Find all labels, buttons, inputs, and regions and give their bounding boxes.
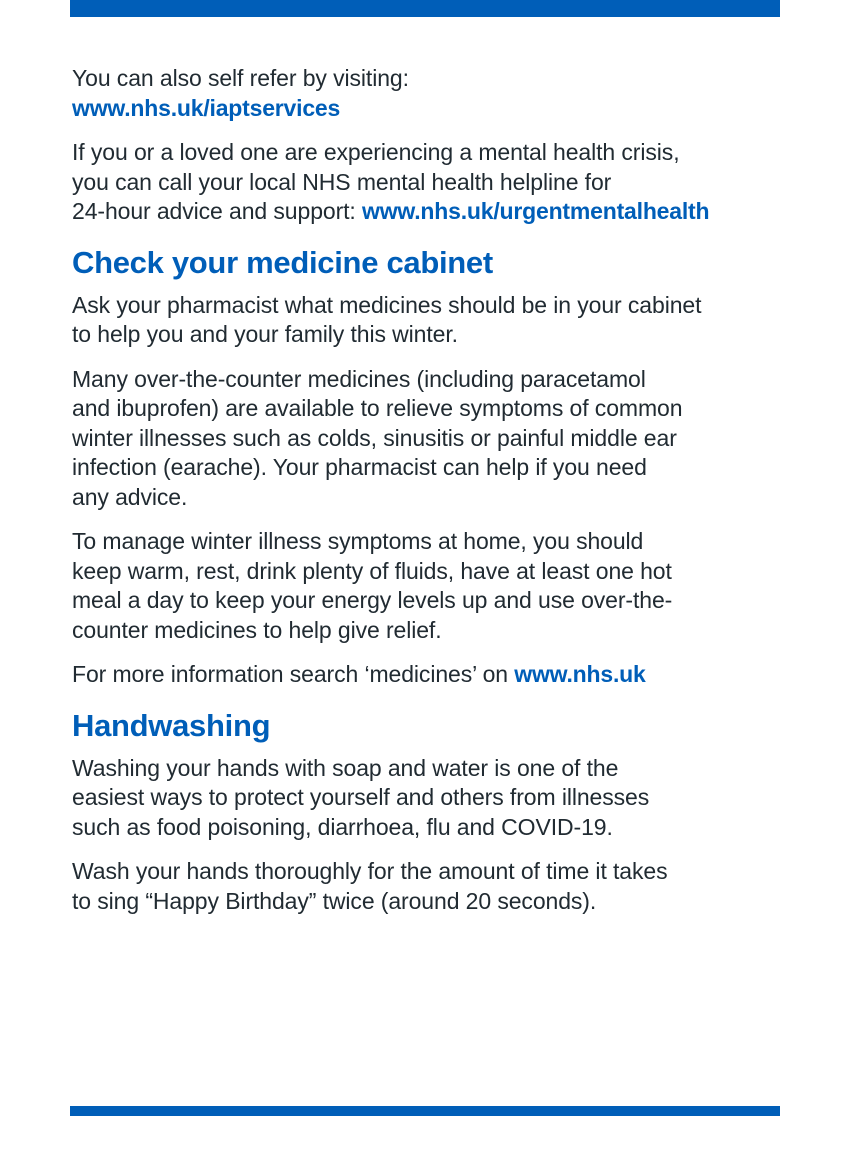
iapt-services-link[interactable]: www.nhs.uk/iaptservices bbox=[72, 94, 341, 121]
medicine-p2-line-1: Many over-the-counter medicines (including paracetamol bbox=[72, 365, 646, 392]
top-accent-bar bbox=[70, 0, 780, 17]
handwashing-heading: Handwashing bbox=[72, 707, 271, 743]
medicine-p2-line-5: any advice. bbox=[72, 483, 188, 510]
medicine-paragraph-1 bbox=[72, 291, 784, 350]
bottom-accent-bar bbox=[70, 1106, 780, 1116]
more-info-text: For more information search ‘medicines’ on bbox=[72, 661, 515, 687]
handwashing-p2-line-1: Wash your hands thoroughly for the amount of time it takes bbox=[72, 858, 668, 884]
medicine-p3-line-4: counter medicines to help give relief. bbox=[72, 616, 442, 643]
handwashing-p2-line-2: to sing “Happy Birthday” twice (around 20 seconds). bbox=[72, 887, 597, 914]
nhs-website-link[interactable]: www.nhs.uk bbox=[514, 661, 646, 687]
medicine-p1-line-2: to help you and your family this winter. bbox=[72, 321, 458, 347]
medicine-p1-line-1: Ask your pharmacist what medicines should be in your cabinet bbox=[72, 291, 702, 318]
crisis-line-3: 24-hour advice and support: bbox=[72, 198, 363, 224]
medicine-p2-line-4: infection (earache). Your pharmacist can help if you need bbox=[72, 454, 647, 480]
medicine-more-info-paragraph bbox=[72, 660, 784, 690]
urgent-mental-health-link[interactable]: www.nhs.uk/urgentmentalhealth bbox=[362, 198, 710, 224]
medicine-paragraph-3 bbox=[72, 527, 784, 645]
medicine-p2-line-2: and ibuprofen) are available to relieve symptoms of common bbox=[72, 395, 683, 421]
crisis-paragraph bbox=[72, 138, 784, 227]
handwashing-paragraph-1 bbox=[72, 754, 784, 843]
handwashing-p1-line-3: such as food poisoning, diarrhoea, flu and COVID-19. bbox=[72, 813, 613, 840]
self-refer-text: You can also self refer by visiting: bbox=[72, 65, 409, 91]
medicine-cabinet-heading: Check your medicine cabinet bbox=[72, 244, 493, 280]
medicine-p3-line-1: To manage winter illness symptoms at home, you should bbox=[72, 528, 644, 554]
handwashing-p1-line-2: easiest ways to protect yourself and others from illnesses bbox=[72, 784, 650, 810]
handwashing-paragraph-2 bbox=[72, 857, 784, 916]
medicine-paragraph-2 bbox=[72, 365, 784, 513]
self-refer-paragraph bbox=[72, 64, 784, 123]
medicine-p3-line-3: meal a day to keep your energy levels up and use over-the- bbox=[72, 587, 673, 613]
medicine-p2-line-3: winter illnesses such as colds, sinusitis or painful middle ear bbox=[72, 424, 677, 451]
medicine-p3-line-2: keep warm, rest, drink plenty of fluids, have at least one hot bbox=[72, 557, 672, 584]
handwashing-p1-line-1: Washing your hands with soap and water is one of the bbox=[72, 754, 619, 781]
crisis-line-1: If you or a loved one are experiencing a mental health crisis, bbox=[72, 139, 680, 165]
page-content bbox=[72, 64, 784, 931]
crisis-line-2: you can call your local NHS mental health helpline for bbox=[72, 168, 612, 195]
